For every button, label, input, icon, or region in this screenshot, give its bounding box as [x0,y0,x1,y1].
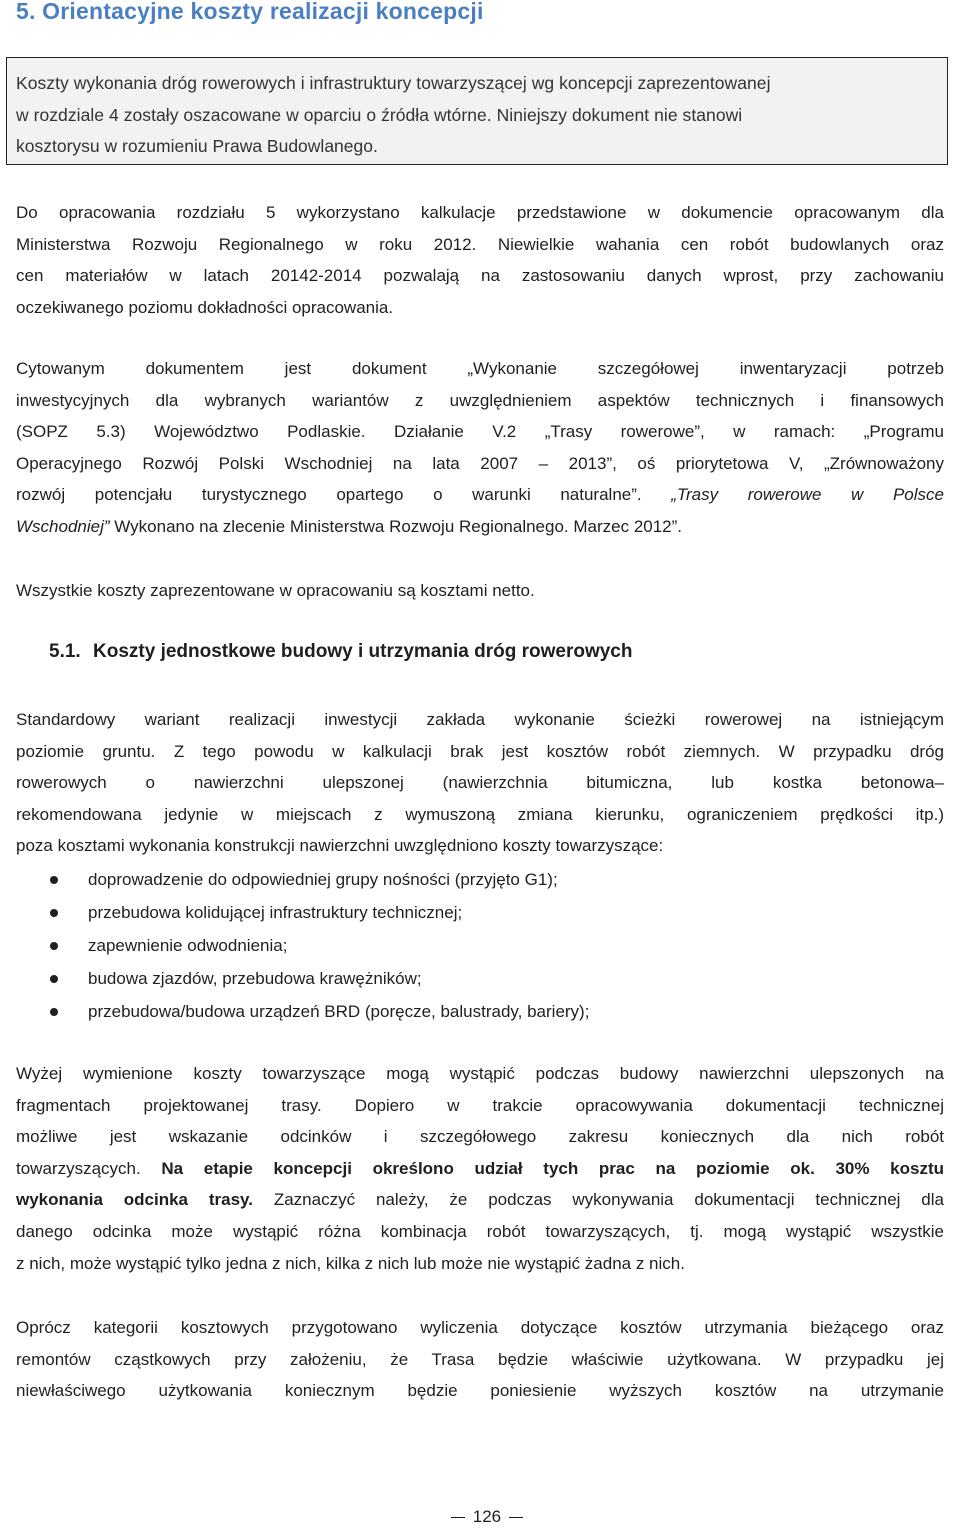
notice-line: kosztorysu w rozumieniu Prawa Budowlanego. [16,136,378,156]
paragraph-line: poziomie gruntu. Z tego powodu w kalkulacji brak jest kosztów robót ziemnych. W przypadku dróg [16,741,944,761]
footer-dash [509,1517,523,1519]
footer-dash [451,1517,465,1519]
bullet-icon [50,909,58,917]
notice-line: w rozdziale 4 zostały oszacowane w oparciu o źródła wtórne. Niniejszy dokument nie stanowi [16,104,743,125]
paragraph-standard-variant [16,704,944,862]
bullet-icon [50,942,58,950]
paragraph-line: z nich, może wystąpić tylko jedna z nich, kilka z nich lub może nie wystąpić żadna z nich. [16,1253,685,1273]
section-heading [49,641,632,663]
paragraph-line: inwestycyjnych dla wybranych wariantów z uwzględnieniem aspektów technicznych i finansowych [16,390,944,410]
bullet-icon [50,975,58,983]
paragraph-line: cen materiałów w latach 20142-2014 pozwalają na zastosowaniu danych wprost, przy zachowaniu [16,266,944,286]
section-title: Koszty jednostkowe budowy i utrzymania dróg rowerowych [93,641,633,662]
paragraph-line: możliwe jest wskazanie odcinków i szczegółowego zakresu koniecznych dla nich robót [16,1127,944,1147]
paragraph-maintenance [16,1312,944,1407]
paragraph-line: (SOPZ 5.3) Województwo Podlaskie. Działanie V.2 „Trasy rowerowe”, w ramach: „Programu [16,422,944,442]
page-heading: 5. Orientacyjne koszty realizacji koncepcji [16,0,484,24]
bullet-icon [50,1008,58,1016]
paragraph-line: Wszystkie koszty zaprezentowane w opracowaniu są kosztami netto. [16,581,535,600]
paragraph-line: oczekiwanego poziomu dokładności opracowania. [16,297,394,317]
paragraph-line [16,1153,944,1185]
paragraph-line: Do opracowania rozdziału 5 wykorzystano kalkulacje przedstawione w dokumencie opracowanym dla [16,203,944,222]
italic-title: „Trasy rowerowe w Polsce [671,485,944,505]
paragraph-accompanying-costs [16,1058,944,1279]
paragraph-line: danego odcinka może wystąpić różna kombinacja robót towarzyszących, tj. mogą wystąpić wszystkie [16,1221,944,1241]
document-page: 5. Orientacyjne koszty realizacji koncepcji Koszty wykonania dróg rowerowych i infrastruktury towarzyszącej wg koncepcji zaprezentowanej w rozdziale 4 zostały oszacowane w oparciu o źródła wtórne. Niniejszy dokument nie stanowi kosztorysu w rozumieniu Prawa Budowlanego. Do opracowania rozdziału 5 wykorzystano kalkulacje przedstawione w dokumencie opracowanym dla Ministerstwa Rozwoju Regionalnego w roku 2012. Niewielkie wahania cen robót budowlanych oraz cen materiałów w latach 20142-2014 pozwalają na zastosowaniu danych wprost, przy zachowaniu oczekiwanego poziomu dokładności opracowania. Cytowanym dokumentem jest dokument „Wykonanie szczegółowej inwentaryzacji potrzeb inwestycyjnych dla wybranych wariantów z uwzględnieniem aspektów technicznych i finansowych (SOPZ 5.3) Województwo Podlaskie. Działanie V.2 „Trasy rowerowe”, w ramach: „Programu Operacyjnego Rozwój Polski Wschodniej na lata 2007 – 2013”, oś priorytetowa V, „Zrównoważony rozwój potencjału turystycznego opartego o warunki naturalne”. „Trasy rowerowe w Polsce Wschodniej” Wykonano na zlecenie Ministerstwa Rozwoju Regionalnego. Marzec 2012”. Wszystkie koszty zaprezentowane w opracowaniu są kosztami netto. 5.1. Koszty jednostkowe budowy i utrzymania dróg rowerowych Standardowy wariant realizacji inwestycji zakłada wykonanie ścieżki rowerowej na istniejącym poziomie gruntu. Z tego powodu w kalkulacji brak jest kosztów robót ziemnych. W przypadku dróg rowerowych o nawierzchni ulepszonej (nawierzchnia bitumiczna, lub kostka betonowa– rekomendowana jedynie w miejscach z wymuszoną zmiana kierunku, ograniczeniem prędkości itp.) poza kosztami wykonania konstrukcji nawierzchni uwzględniono koszty towarzyszące: doprowadzenie do odpowiedniej grupy nośności (przyjęto G1); przebudowa kolidującej infrastruktury technicznej; zapewnienie odwodnienia; budowa zjazdów, przebudowa krawężników; przebudowa/budowa urządzeń BRD (poręcze, balustrady, bariery); Wyżej wymienione koszty towarzyszące mogą wystąpić podczas budowy nawierzchni ulepszonych na fragmentach projektowanej trasy. Dopiero w trakcie opracowywania dokumentacji technicznej możliwe jest wskazanie odcinków i szczegółowego zakresu koniecznych dla nich robót towarzyszących. Na etapie koncepcji określono udział tych prac na poziomie ok. 30% kosztu wykonania odcinka trasy. Zaznaczyć należy, że podczas wykonywania dokumentacji technicznej dla danego odcinka może wystąpić różna kombinacja robót towarzyszących, tj. mogą wystąpić wszystkie z nich, może wystąpić tylko jedna z nich, kilka z nich lub może nie wystąpić żadna z nich. Oprócz kategorii kosztowych przygotowano wyliczenia dotyczące kosztów utrzymania bieżącego oraz remontów cząstkowych przy założeniu, że Trasa będzie właściwie użytkowana. W przypadku jej niewłaściwego użytkowania koniecznym będzie poniesienie wyższych kosztów na utrzymanie 126 [0,0,960,1530]
text-run: towarzyszących. [16,1158,162,1178]
text-run: Zaznaczyć należy, że podczas wykonywania dokumentacji technicznej dla [252,1190,944,1210]
paragraph-line: Operacyjnego Rozwój Polski Wschodniej na lata 2007 – 2013”, oś priorytetowa V, „Zrównoważony [16,453,944,473]
paragraph-line: rekomendowana jedynie w miejscach z wymuszoną zmiana kierunku, ograniczeniem prędkości itp.) [16,804,944,824]
notice-box [6,57,948,165]
paragraph-line [16,479,944,511]
notice-line: Koszty wykonania dróg rowerowych i infrastruktury towarzyszącej wg koncepcji zaprezentowanej [16,73,771,93]
paragraph-line: rowerowych o nawierzchni ulepszonej (nawierzchnia bitumiczna, lub kostka betonowa– [16,773,944,793]
paragraph-line: Standardowy wariant realizacji inwestycji zakłada wykonanie ścieżki rowerowej na istniejącym [16,710,944,729]
paragraph-line: remontów cząstkowych przy założeniu, że Trasa będzie właściwie użytkowana. W przypadku jej [16,1349,944,1369]
italic-title: Wschodniej” [16,516,110,536]
paragraph-line: Ministerstwa Rozwoju Regionalnego w roku 2012. Niewielkie wahania cen robót budowlanych oraz [16,234,944,254]
paragraph-line [16,1184,944,1216]
paragraph-line: niewłaściwego użytkowania koniecznym będzie poniesienie wyższych kosztów na utrzymanie [16,1381,944,1401]
paragraph-net-costs [16,575,944,607]
text-run: Wykonano na zlecenie Ministerstwa Rozwoju Regionalnego. Marzec 2012”. [109,516,683,536]
paragraph-line: Wyżej wymienione koszty towarzyszące mogą wystąpić podczas budowy nawierzchni ulepszonych na [16,1064,944,1083]
paragraph-line: fragmentach projektowanej trasy. Dopiero w trakcie opracowywania dokumentacji technicznej [16,1095,944,1115]
bold-run: Na etapie koncepcji określono udział tych prac na poziomie ok. 30% kosztu [161,1158,944,1178]
paragraph-sources [16,197,944,323]
paragraph-cited-document [16,353,944,543]
bold-run: wykonania odcinka trasy. [16,1190,253,1210]
page-number: 126 [472,1507,502,1526]
paragraph-line: Cytowanym dokumentem jest dokument „Wykonanie szczegółowej inwentaryzacji potrzeb [16,359,944,378]
page-footer [448,1507,526,1527]
paragraph-line: poza kosztami wykonania konstrukcji nawierzchni uwzględniono koszty towarzyszące: [16,836,664,856]
paragraph-line [16,511,944,543]
section-number: 5.1. [49,641,81,662]
bullet-icon [50,876,58,884]
paragraph-line: Oprócz kategorii kosztowych przygotowano wyliczenia dotyczące kosztów utrzymania bieżącego oraz [16,1318,944,1337]
text-run: rozwój potencjału turystycznego opartego o warunki naturalne”. [16,485,672,505]
